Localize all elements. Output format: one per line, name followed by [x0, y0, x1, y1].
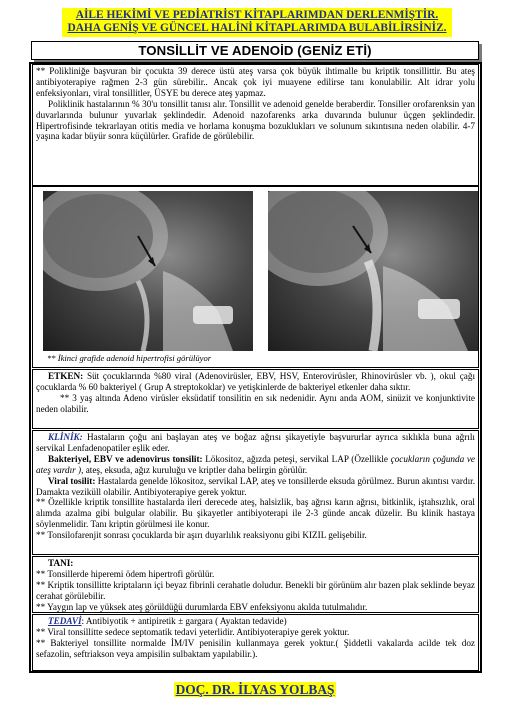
- bacterial-text: Lökositoz, ağızda peteşi, servikal LAP (Özellikle: [202, 453, 391, 464]
- xray-images-section: [32, 186, 479, 368]
- tedavi-section: [32, 614, 479, 671]
- tedavi-paragraph-2: ** Viral tonsillitte sedece septomatik tedavi yeterlidir. Antibiyoterapiye gerek yoktur.: [36, 626, 350, 637]
- tani-paragraph-3: ** Yaygın lap ve yüksek ateş görüldüğü durumlarda EBV enfeksiyonu akılda tutulmalıdır.: [36, 601, 368, 612]
- bacterial-italic: çocukların çoğunda ve ateş vardır ),: [36, 453, 476, 475]
- intro-paragraph-2: Poliklinik hastalarının % 30'u tonsillit tanısı alır. Tonsillit ve adenoid genelde beraberdir. Tonsiller orofarenksin yan duvarlarında bulunur yuvarlak şeklindedir. Adenoid nazofarenks arka duvarında bulunur üçgen şeklindedir. Hipertrofisinde tekrarlayan otitis media ve horlama konuşma bozuklukları ve solunum sıkıntısına neden olabilir. 4-7 yaşına kadar büyür sonra küçülürler. Grafide de görülebilir.: [36, 98, 475, 142]
- etken-paragraph-2: ** 3 yaş altında Adeno virüsler eksüdatif tonsilitin en sık nedenidir. Aynı anda AOM, sinüzit ve konjunktivite neden olabilir.: [36, 392, 475, 414]
- xray-image-normal: [43, 191, 253, 351]
- etken-text: Süt çocuklarında %80 viral (Adenovirüsler, EBV, HSV, Enterovirüsler, Rhinovirüsler vb. ), okul çağı çocuklarda % 60 bakteriyel ( Grup A streptokoklar) ve yetişkinlerde de bakteriyel etkenler daha sıktır.: [36, 371, 475, 392]
- viral-text: Hastalarda genelde lökositoz, servikal LAP, ateş ve tonsillerde eksuda görülmez. Burun akıntısı vardır. Damakta veziküll olabilir. Antibiyoterapiye gerek yoktur.: [36, 475, 475, 497]
- tani-paragraph-2: ** Kriptik tonsillitte kriptaların içi beyaz fibrinli cerahatle doludur. Benekli bir görünüm alır bazen plak seklinde beyaz cerahat görülebilir.: [36, 579, 475, 601]
- tani-section: [32, 556, 479, 613]
- intro-paragraph-1: ** Polikliniğe başvuran bir çocukta 39 derece üstü ateş varsa çok büyük ihtimalle bu kriptik tonsillittir. Bu ateş antibiyoterapiye rağmen 2-3 gün sürebilir.. Ancak çok iyi muayene edilirse tanı konulabilir. Alt idrar yolu enfeksiyonları, viral tonsillitler, ÜSYE bu derece ateş yapmaz.: [36, 66, 475, 98]
- tani-label: TANI:: [48, 558, 74, 568]
- xray-skull-illustration-2: [268, 191, 478, 351]
- image-caption: ** İkinci grafide adenoid hipertrofisi görülüyor: [47, 353, 212, 363]
- bacterial-text-2: ateş, eksuda, ağız kuruluğu ve kriptler daha belirgin görülür.: [83, 464, 308, 475]
- xray-skull-illustration: [43, 191, 253, 351]
- header-banner: [62, 8, 452, 37]
- page-title: TONSİLLİT VE ADENOİD (GENİZ ETİ): [31, 41, 479, 60]
- viral-label: Viral tosilit:: [48, 475, 96, 486]
- klinik-text: Hastaların çoğu ani başlayan ateş ve boğaz ağrısı şikayetiyle başvururlar ayrıca sıklıkla buna ağrılı servikal Lenfadenopatiler eşlik eder.: [36, 432, 475, 453]
- klinik-paragraph-4: ** Özellikle kriptik tonsillite hastalarda ileri derecede ateş, halsizlik, baş ağrısı karın ağrısı, bitkinlik, iştahsızlık, oral alımda azalma gibi bulgular olabilir. Bu şikayetler antibiyoterapi ile 2-3 günde ancak düzelir. Bu klinik hastaya söylenmelidir. Tanı kriptin görülmesi ile konur.: [36, 497, 475, 530]
- klinik-label: KLİNİK:: [48, 432, 83, 442]
- banner-line-1: AİLE HEKİMİ VE PEDİATRİST KİTAPLARIMDAN DERLENMİŞTİR.: [75, 9, 439, 21]
- klinik-section: [32, 430, 479, 555]
- author-name: DOÇ. DR. İLYAS YOLBAŞ: [175, 682, 335, 697]
- banner-line-2: DAHA GENİŞ VE GÜNCEL HALİNİ KİTAPLARIMDA BULABİLİRSİNİZ.: [67, 22, 447, 34]
- tedavi-text: : Antibiyotik + antipiretik ± gargara ( Ayaktan tedavide): [81, 616, 287, 626]
- etken-section: [32, 369, 479, 429]
- tedavi-paragraph-3: ** Bakteriyel tonsillite normalde İM/IV penisilin kullanmaya gerek yoktur.( Şiddetli vakalarda acilde tek doz sefazolin, seftriakson veya ampisilin sulbaktam yapılabilir.).: [36, 637, 475, 659]
- klinik-paragraph-5: ** Tonsilofarenjit sonrası çocuklarda bir aşırı duyarlılık reaksiyonu gibi KIZIL gelişebilir.: [36, 530, 367, 541]
- etken-label: ETKEN:: [48, 371, 84, 381]
- tani-paragraph-1: ** Tonsillerde hiperemi ödem hipertrofi görülür.: [36, 568, 215, 579]
- bacterial-label: Bakteriyel, EBV ve adenovirus tonsilit:: [48, 453, 203, 464]
- xray-image-adenoid-hypertrophy: [268, 191, 478, 351]
- intro-section: [32, 64, 479, 186]
- author-footer: [0, 682, 510, 698]
- tedavi-label: TEDAVİ: [48, 616, 82, 626]
